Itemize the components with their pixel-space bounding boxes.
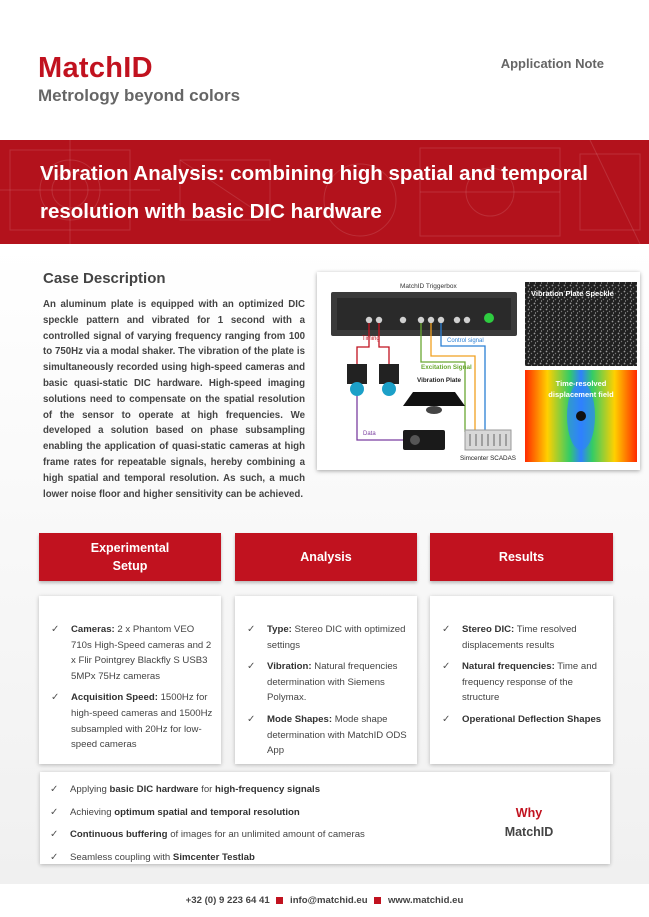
separator-square-icon — [374, 897, 381, 904]
list-item: ✓ Seamless coupling with Simcenter Testlab — [50, 847, 365, 870]
list-item: ✓ Achieving optimum spatial and temporal resolution — [50, 802, 365, 825]
list-item: ✓ Applying basic DIC hardware for high-frequency signals — [50, 779, 365, 802]
analysis-header: Analysis — [235, 533, 417, 581]
list-item: ✓ Natural frequencies: Time and frequency response of the structure — [442, 661, 597, 704]
check-icon: ✓ — [442, 661, 451, 673]
list-item: ✓ Acquisition Speed: 1500Hz for high-speed cameras and 1500Hz subsampled with 20Hz for low-speed cameras — [51, 692, 213, 751]
check-icon: ✓ — [442, 713, 451, 725]
camera-icon — [347, 364, 367, 396]
document-type: Application Note — [500, 56, 604, 71]
power-led-icon — [484, 313, 494, 323]
vibration-plate-icon — [403, 392, 465, 406]
setup-figure — [317, 272, 640, 470]
check-icon: ✓ — [247, 661, 256, 673]
displacement-label-line1: Time-resolved — [555, 379, 607, 388]
displacement-label-line2: displacement field — [548, 390, 614, 399]
results-header: Results — [430, 533, 613, 581]
excitation-signal-label: Excitation Signal — [421, 364, 472, 371]
check-icon: ✓ — [50, 806, 59, 818]
page-footer — [0, 884, 649, 917]
list-item: ✓ Operational Deflection Shapes — [442, 712, 605, 728]
footer-website[interactable]: www.matchid.eu — [387, 895, 464, 906]
check-icon: ✓ — [50, 851, 59, 863]
analysis-panel — [235, 596, 417, 764]
experimental-setup-header: Experimental Setup — [39, 533, 221, 581]
speckle-label: Vibration Plate Speckle — [531, 289, 614, 298]
scadas-label: Simcenter SCADAS — [460, 455, 516, 462]
list-item: ✓ Vibration: Natural frequencies determination with Siemens Polymax. — [247, 661, 398, 704]
timing-label: Timing — [362, 336, 380, 342]
check-icon: ✓ — [442, 624, 451, 635]
separator-square-icon — [276, 897, 283, 904]
case-description-text: An aluminum plate is equipped with an optimized DIC speckle pattern and vibrated for 1 second with a controlled signal of varying frequency ranging from 100 to 750Hz via a modal shaker. The vibration of the plate is simultaneously recorded using high-speed cameras and basic quasi-static DIC hardware. High-speed imaging solutions need to compensate on the spatial resolution of the sensor to operate at high frequencies. We developed a solution based on phase subsampling enabling the application of quasi-static cameras at high frame rates for repeatable signals, hereby combining a high spatial and temporal resolution. As such, a much lower noise floor and higher sensitivity can be achieved. — [43, 299, 305, 500]
brand-logo: MatchID — [38, 52, 153, 84]
data-label: Data — [363, 431, 376, 437]
experimental-setup-panel — [39, 596, 221, 764]
title-banner — [0, 140, 649, 244]
check-icon: ✓ — [51, 624, 60, 635]
check-icon: ✓ — [50, 784, 59, 795]
list-item: ✓ Cameras: 2 x Phantom VEO 710s High-Speed cameras and 2 x Flir Pointgrey Blackfly S USB3 5MPx 75Hz cameras — [51, 624, 212, 682]
triggerbox-label: MatchID Triggerbox — [400, 283, 457, 290]
list-item: ✓ Mode Shapes: Mode shape determination with MatchID ODS App — [247, 713, 407, 757]
check-icon: ✓ — [247, 624, 256, 635]
projector-icon — [403, 430, 445, 450]
check-icon: ✓ — [50, 829, 59, 840]
footer-email[interactable]: info@matchid.eu — [290, 895, 368, 906]
why-matchid-label: Why MatchID — [504, 806, 554, 839]
check-icon: ✓ — [247, 713, 256, 725]
banner-title: Vibration Analysis: combining high spatial and temporal resolution with basic DIC hardware — [40, 162, 588, 223]
camera-icon — [379, 364, 399, 396]
case-description-heading: Case Description — [43, 270, 166, 287]
vibration-plate-label: Vibration Plate — [417, 377, 461, 384]
list-item: ✓ Stereo DIC: Time resolved displacements results — [442, 624, 577, 651]
page-header — [0, 0, 649, 140]
check-icon: ✓ — [51, 692, 60, 704]
scadas-device-icon — [465, 430, 511, 450]
results-panel — [430, 596, 613, 764]
list-item: ✓ Type: Stereo DIC with optimized settings — [247, 624, 406, 651]
why-matchid-panel — [40, 772, 610, 864]
footer-phone: +32 (0) 9 223 64 41 — [185, 895, 270, 906]
list-item: ✓ Continuous buffering of images for an unlimited amount of cameras — [50, 824, 365, 847]
control-signal-label: Control signal — [447, 338, 484, 344]
brand-tagline: Metrology beyond colors — [38, 86, 241, 105]
